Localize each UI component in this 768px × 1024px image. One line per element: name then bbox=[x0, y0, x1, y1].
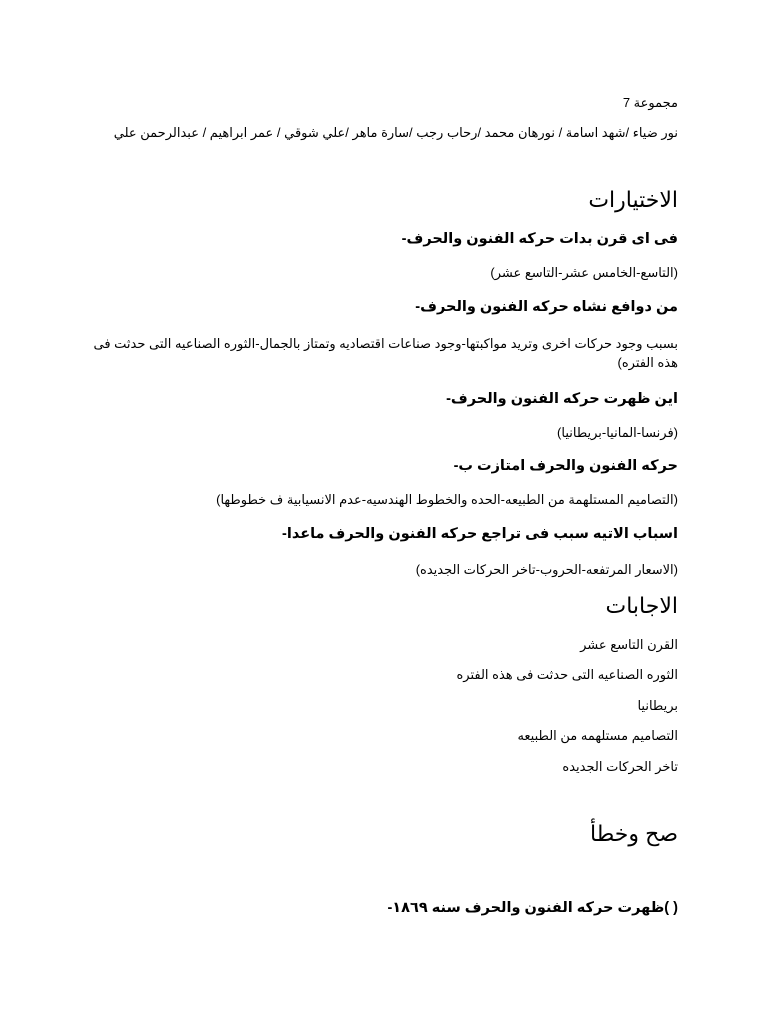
question-1: فى اى قرن بدات حركه الفنون والحرف- bbox=[401, 231, 678, 247]
answers-heading: الاجابات bbox=[605, 593, 678, 618]
question-4: حركه الفنون والحرف امتازت ب- bbox=[453, 458, 678, 474]
choices-heading: الاختيارات bbox=[588, 187, 678, 212]
truefalse-item-1: ( )ظهرت حركه الفنون والحرف سنه ١٨٦٩- bbox=[387, 900, 678, 916]
options-2: بسبب وجود حركات اخرى وتريد مواكبتها-وجود صناعات اقتصاديه وتمتاز بالجمال-الثوره الصناعيه التى حدثت فى هذه الفتره) bbox=[93, 336, 678, 370]
question-2: من دوافع نشاه حركه الفنون والحرف- bbox=[415, 299, 678, 315]
answer-2: الثوره الصناعيه التى حدثت فى هذه الفتره bbox=[456, 667, 678, 682]
group-title: مجموعة 7 bbox=[622, 95, 678, 110]
answer-1: القرن التاسع عشر bbox=[580, 637, 678, 652]
answer-5: تاخر الحركات الجديده bbox=[562, 759, 678, 774]
members-line: نور ضياء /شهد اسامة / نورهان محمد /رحاب رجب /سارة ماهر /علي شوقي / عمر ابراهيم / عبدالرحمن علي bbox=[113, 125, 678, 140]
question-3: اين ظهرت حركه الفنون والحرف- bbox=[446, 391, 678, 407]
options-1: (التاسع-الخامس عشر-التاسع عشر) bbox=[490, 265, 678, 280]
answer-4: التصاميم مستلهمه من الطبيعه bbox=[517, 728, 678, 743]
options-5: (الاسعار المرتفعه-الحروب-تاخر الحركات الجديده) bbox=[415, 562, 678, 577]
answer-3: بريطانيا bbox=[637, 698, 678, 713]
options-3: (فرنسا-المانيا-بريطانيا) bbox=[557, 425, 678, 440]
truefalse-heading: صح وخطأ bbox=[590, 821, 678, 846]
options-4: (التصاميم المستلهمة من الطبيعه-الحده والخطوط الهندسيه-عدم الانسيابية ف خطوطها) bbox=[216, 492, 678, 507]
question-5: اسباب الاتيه سبب فى تراجع حركه الفنون والحرف ماعدا- bbox=[282, 526, 678, 542]
